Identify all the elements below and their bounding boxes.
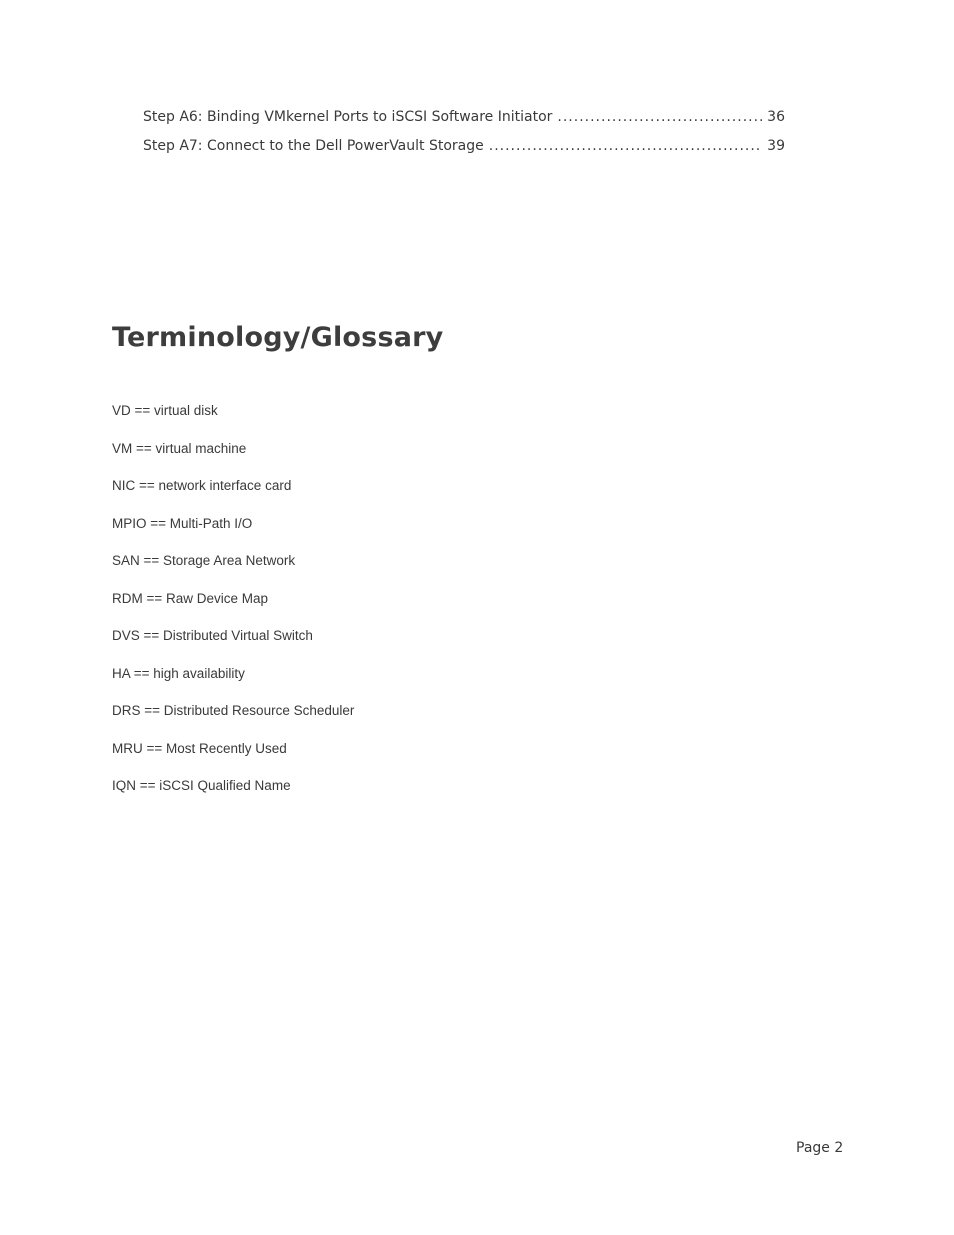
glossary-item: MRU == Most Recently Used — [112, 740, 287, 756]
glossary-item: RDM == Raw Device Map — [112, 590, 269, 606]
toc-dot-leader — [489, 138, 762, 154]
toc-entry-label: Step A7: Connect to the Dell PowerVault Storage — [143, 138, 484, 154]
glossary-item: VD == virtual disk — [112, 403, 218, 418]
toc-dot-leader — [557, 109, 762, 125]
toc-entry-label: Step A6: Binding VMkernel Ports to iSCSI Software Initiator — [143, 109, 553, 125]
glossary-item: DVS == Distributed Virtual Switch — [112, 628, 313, 643]
toc-entry[interactable] — [143, 109, 785, 138]
table-of-contents — [143, 109, 785, 167]
glossary-item: MPIO == Multi-Path I/O — [112, 515, 253, 531]
glossary-item: DRS == Distributed Resource Scheduler — [112, 703, 355, 718]
toc-page-number: 36 — [767, 109, 785, 125]
glossary-item: HA == high availability — [112, 665, 245, 681]
toc-entry[interactable] — [143, 138, 785, 167]
glossary-heading: Terminology/Glossary — [112, 322, 444, 353]
glossary-item: SAN == Storage Area Network — [112, 553, 296, 568]
glossary-list — [112, 402, 354, 815]
glossary-item: IQN == iSCSI Qualified Name — [112, 778, 291, 793]
toc-page-number: 39 — [767, 138, 785, 154]
glossary-item: NIC == network interface card — [112, 478, 292, 493]
glossary-item: VM == virtual machine — [112, 440, 247, 456]
page-number-footer: Page 2 — [796, 1140, 844, 1156]
